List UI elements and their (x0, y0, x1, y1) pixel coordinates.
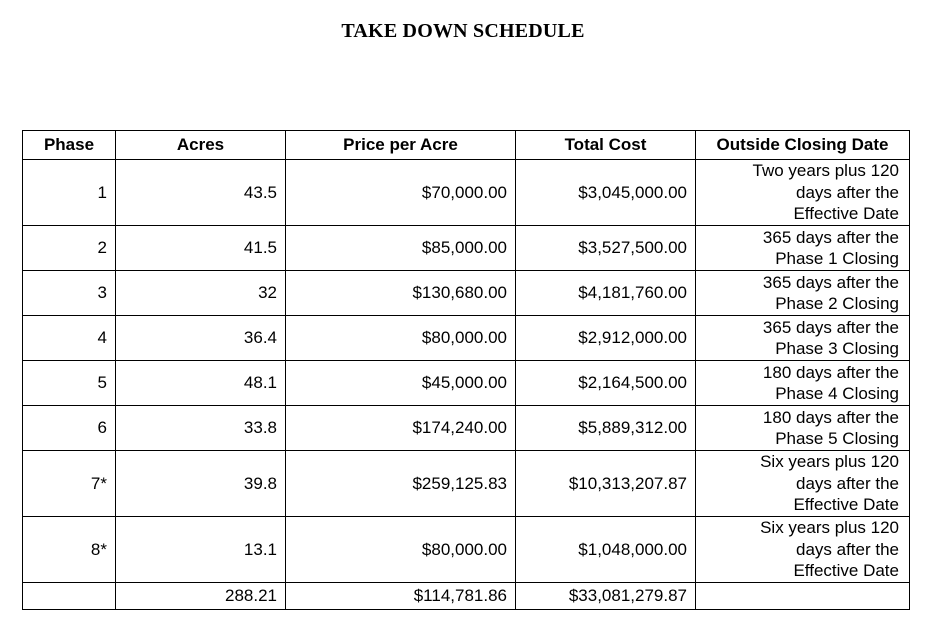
header-phase: Phase (23, 131, 116, 160)
date-line: Phase 5 Closing (775, 429, 899, 448)
total-phase (23, 583, 116, 610)
cell-total: $2,164,500.00 (516, 361, 696, 406)
date-line: Two years plus 120 (752, 161, 899, 181)
date-line: 180 days after the (762, 362, 899, 382)
cell-total: $3,045,000.00 (516, 160, 696, 226)
table-row (23, 226, 910, 271)
table-row (23, 451, 910, 517)
total-acres: 288.21 (116, 583, 286, 610)
date-line: Six years plus 120 (760, 518, 899, 538)
cell-price: $80,000.00 (286, 316, 516, 361)
cell-phase: 5 (23, 361, 116, 406)
cell-price: $174,240.00 (286, 406, 516, 451)
cell-closing-date (696, 406, 910, 451)
cell-acres: 36.4 (116, 316, 286, 361)
cell-total: $2,912,000.00 (516, 316, 696, 361)
header-outside-closing-date: Outside Closing Date (696, 131, 910, 160)
cell-acres: 32 (116, 271, 286, 316)
cell-acres: 39.8 (116, 451, 286, 517)
date-line: Effective Date (793, 495, 899, 515)
date-line: 180 days after the (762, 407, 899, 427)
table-row (23, 517, 910, 583)
take-down-schedule-table (22, 130, 910, 610)
cell-total: $10,313,207.87 (516, 451, 696, 517)
table-row (23, 316, 910, 361)
date-line: 365 days after the (762, 272, 899, 292)
cell-closing-date (696, 361, 910, 406)
cell-closing-date (696, 271, 910, 316)
total-price-per-acre: $114,781.86 (286, 583, 516, 610)
cell-total: $4,181,760.00 (516, 271, 696, 316)
date-line: 365 days after the (762, 317, 899, 337)
cell-acres: 41.5 (116, 226, 286, 271)
table-row (23, 271, 910, 316)
cell-closing-date (696, 160, 910, 226)
cell-price: $70,000.00 (286, 160, 516, 226)
date-line: Effective Date (793, 561, 899, 581)
date-line: 365 days after the (762, 227, 899, 247)
cell-phase: 7* (23, 451, 116, 517)
header-price-per-acre: Price per Acre (286, 131, 516, 160)
date-line: days after the (795, 473, 899, 493)
date-line: Phase 1 Closing (775, 249, 899, 268)
total-closing-date (696, 583, 910, 610)
cell-acres: 43.5 (116, 160, 286, 226)
table-row (23, 160, 910, 226)
cell-price: $85,000.00 (286, 226, 516, 271)
table-row (23, 361, 910, 406)
date-line: Effective Date (793, 204, 899, 224)
header-total-cost: Total Cost (516, 131, 696, 160)
date-line: days after the (795, 539, 899, 559)
cell-total: $1,048,000.00 (516, 517, 696, 583)
cell-phase: 8* (23, 517, 116, 583)
cell-phase: 3 (23, 271, 116, 316)
cell-closing-date (696, 226, 910, 271)
cell-closing-date (696, 316, 910, 361)
date-line: Phase 3 Closing (775, 339, 899, 358)
totals-row (23, 583, 910, 610)
page-title: TAKE DOWN SCHEDULE (341, 20, 585, 42)
header-acres: Acres (116, 131, 286, 160)
date-line: days after the (795, 182, 899, 202)
date-line: Phase 2 Closing (775, 294, 899, 313)
cell-total: $5,889,312.00 (516, 406, 696, 451)
cell-phase: 6 (23, 406, 116, 451)
cell-closing-date (696, 451, 910, 517)
cell-price: $259,125.83 (286, 451, 516, 517)
table-header-row (23, 131, 910, 160)
cell-closing-date (696, 517, 910, 583)
cell-phase: 4 (23, 316, 116, 361)
date-line: Phase 4 Closing (775, 384, 899, 403)
cell-price: $130,680.00 (286, 271, 516, 316)
total-cost: $33,081,279.87 (516, 583, 696, 610)
cell-price: $45,000.00 (286, 361, 516, 406)
date-line: Six years plus 120 (760, 452, 899, 472)
cell-price: $80,000.00 (286, 517, 516, 583)
cell-phase: 1 (23, 160, 116, 226)
cell-acres: 13.1 (116, 517, 286, 583)
cell-phase: 2 (23, 226, 116, 271)
cell-acres: 33.8 (116, 406, 286, 451)
cell-acres: 48.1 (116, 361, 286, 406)
cell-total: $3,527,500.00 (516, 226, 696, 271)
table-row (23, 406, 910, 451)
